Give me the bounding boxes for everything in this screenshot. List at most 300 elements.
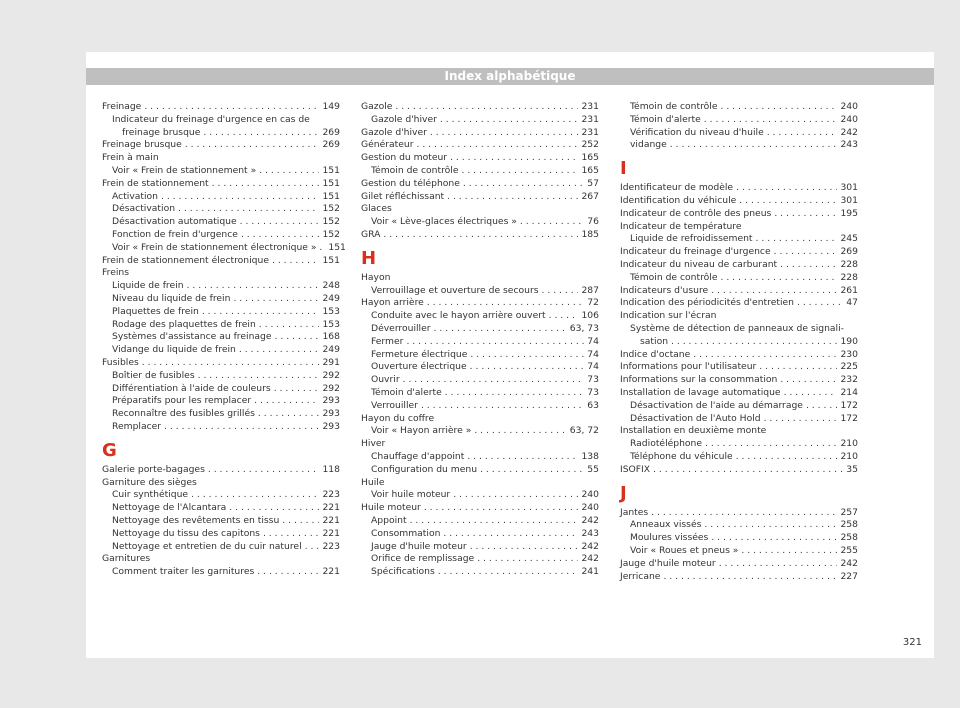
index-column-2 bbox=[361, 101, 599, 579]
index-entry bbox=[361, 229, 599, 242]
index-entry bbox=[620, 413, 858, 426]
index-entry-page: 221 bbox=[322, 566, 340, 578]
dot-leader bbox=[203, 127, 319, 140]
dot-leader bbox=[774, 246, 838, 259]
index-entry-page: 74 bbox=[587, 348, 599, 360]
index-entry-text: Témoin d'alerte bbox=[371, 386, 442, 398]
index-entry-text: Frein de stationnement électronique bbox=[102, 254, 269, 266]
index-entry-page: 243 bbox=[581, 527, 599, 539]
index-entry bbox=[361, 101, 599, 114]
dot-leader bbox=[144, 101, 319, 114]
index-entry-text: Freinage brusque bbox=[102, 139, 182, 151]
index-heading: Glaces bbox=[361, 203, 392, 215]
index-entry bbox=[361, 464, 599, 477]
index-entry bbox=[361, 566, 599, 579]
index-entry-page: 240 bbox=[581, 489, 599, 501]
dot-leader bbox=[275, 331, 320, 344]
index-entry-page: 138 bbox=[581, 450, 599, 462]
dot-leader bbox=[259, 165, 319, 178]
dot-leader bbox=[259, 319, 320, 332]
index-entry-text: Rodage des plaquettes de frein bbox=[112, 318, 256, 330]
index-entry-page: 172 bbox=[840, 412, 858, 424]
index-entry-text: Reconnaître des fusibles grillés bbox=[112, 408, 255, 420]
index-entry-page: 292 bbox=[322, 382, 340, 394]
dot-leader bbox=[383, 229, 578, 242]
index-entry-text: Hayon arrière bbox=[361, 297, 424, 309]
dot-leader bbox=[467, 451, 578, 464]
dot-leader bbox=[542, 285, 579, 298]
index-entry bbox=[620, 374, 858, 387]
index-entry bbox=[102, 331, 340, 344]
index-entry bbox=[620, 127, 858, 140]
index-entry bbox=[620, 558, 858, 571]
dot-leader bbox=[671, 336, 837, 349]
index-entry-text: Fonction de frein d'urgence bbox=[112, 228, 238, 240]
index-entry-page: 269 bbox=[322, 126, 340, 138]
index-entry bbox=[361, 425, 599, 438]
dot-leader bbox=[424, 502, 579, 515]
dot-leader bbox=[461, 165, 578, 178]
index-entry-text: Voir « Frein de stationnement électronique » . bbox=[112, 241, 323, 253]
dot-leader bbox=[395, 101, 578, 114]
index-entry-text: Huile moteur bbox=[361, 502, 421, 514]
index-entry-page: 221 bbox=[322, 502, 340, 514]
index-heading: Système de détection de panneaux de signali- bbox=[630, 322, 844, 334]
page-header-band bbox=[86, 68, 934, 85]
index-entry-text: Verrouillage et ouverture de secours bbox=[371, 284, 539, 296]
index-entry-page: 293 bbox=[322, 408, 340, 420]
index-entry-page: 210 bbox=[840, 438, 858, 450]
index-entry-text: Fusibles bbox=[102, 356, 139, 368]
dot-leader bbox=[711, 285, 837, 298]
index-entry-page: 73 bbox=[587, 386, 599, 398]
dot-leader bbox=[470, 349, 584, 362]
index-entry bbox=[102, 178, 340, 191]
index-entry-text: Gilet réfléchissant bbox=[361, 190, 445, 202]
index-entry-text: Témoin de contrôle bbox=[630, 101, 718, 112]
index-entry-page: 287 bbox=[581, 284, 599, 296]
index-heading: Indicateur de température bbox=[620, 220, 742, 232]
index-entry-text: Radiotéléphone bbox=[630, 438, 703, 450]
dot-leader bbox=[257, 566, 319, 579]
dot-leader bbox=[663, 571, 837, 584]
index-entry-page: 55 bbox=[587, 463, 599, 475]
index-section-letter: H bbox=[361, 247, 377, 269]
index-entry-page: 223 bbox=[322, 540, 340, 552]
index-entry bbox=[102, 370, 340, 383]
dot-leader bbox=[549, 310, 579, 323]
index-entry-page: 249 bbox=[322, 292, 340, 304]
index-entry-text: Systèmes d'assistance au freinage bbox=[112, 331, 272, 343]
dot-leader bbox=[417, 139, 579, 152]
dot-leader bbox=[258, 408, 320, 421]
index-entry bbox=[102, 139, 340, 152]
index-section-letter: G bbox=[102, 439, 117, 461]
index-entry bbox=[102, 344, 340, 357]
index-entry-text: Chauffage d'appoint bbox=[371, 450, 465, 462]
page-number: 321 bbox=[902, 637, 922, 648]
dot-leader bbox=[447, 191, 578, 204]
dot-leader bbox=[764, 413, 838, 426]
index-entry-text: Gazole d'hiver bbox=[361, 126, 427, 138]
index-entry-page: 293 bbox=[322, 395, 340, 407]
index-entry-text: Désactivation bbox=[112, 203, 176, 215]
dot-leader bbox=[741, 545, 837, 558]
dot-leader bbox=[736, 182, 837, 195]
dot-leader bbox=[438, 566, 579, 579]
dot-leader bbox=[463, 178, 584, 191]
dot-leader bbox=[719, 558, 838, 571]
index-entry-text: Vidange du liquide de frein bbox=[112, 344, 236, 356]
index-entry bbox=[361, 165, 599, 178]
index-entry-page: 73 bbox=[587, 374, 599, 386]
index-entry-text: Verrouiller bbox=[371, 399, 418, 411]
index-entry-page: 165 bbox=[581, 152, 599, 164]
index-entry bbox=[102, 241, 346, 255]
index-section-letter: J bbox=[620, 482, 627, 504]
dot-leader bbox=[191, 489, 319, 502]
index-entry-page: 257 bbox=[840, 506, 858, 518]
index-entry-page: 168 bbox=[322, 331, 340, 343]
dot-leader bbox=[756, 233, 838, 246]
index-entry bbox=[361, 216, 599, 229]
index-entry bbox=[361, 553, 599, 566]
index-entry-page: 195 bbox=[840, 207, 858, 219]
index-entry-page: 151 bbox=[322, 177, 340, 189]
index-entry-page: 242 bbox=[581, 553, 599, 565]
dot-leader bbox=[239, 344, 320, 357]
index-entry-page: 57 bbox=[587, 177, 599, 189]
index-entry-text: Désactivation de l'Auto Hold bbox=[630, 412, 761, 424]
index-entry-text: Désactivation automatique bbox=[112, 216, 237, 228]
index-entry bbox=[361, 323, 599, 336]
index-entry-page: 223 bbox=[322, 489, 340, 501]
dot-leader bbox=[187, 280, 320, 293]
index-entry-page: 152 bbox=[322, 228, 340, 240]
index-heading: Indication sur l'écran bbox=[620, 310, 717, 322]
dot-leader bbox=[711, 532, 837, 545]
index-entry-text: sation bbox=[640, 335, 669, 347]
dot-leader bbox=[229, 502, 319, 515]
index-entry-text: Voir « Roues et pneus » bbox=[630, 544, 739, 556]
index-heading: Frein à main bbox=[102, 152, 159, 164]
index-entry-page: 293 bbox=[322, 420, 340, 432]
dot-leader bbox=[720, 101, 837, 114]
index-entry bbox=[620, 545, 858, 558]
dot-leader bbox=[421, 400, 584, 413]
index-entry bbox=[361, 139, 599, 152]
index-entry bbox=[361, 489, 599, 502]
index-entry-text: Fermer bbox=[371, 335, 404, 347]
index-column-3 bbox=[620, 101, 858, 583]
index-entry bbox=[361, 114, 599, 127]
dot-leader bbox=[198, 370, 320, 383]
index-entry bbox=[361, 178, 599, 191]
index-entry-page: 221 bbox=[322, 527, 340, 539]
dot-leader bbox=[470, 541, 579, 554]
index-entry bbox=[102, 280, 340, 293]
index-entry-page: 151 bbox=[328, 241, 346, 253]
index-entry-text: Informations pour l'utilisateur bbox=[620, 361, 757, 373]
dot-leader bbox=[440, 114, 579, 127]
dot-leader bbox=[185, 139, 320, 152]
index-entry bbox=[102, 383, 340, 396]
index-entry-page: 165 bbox=[581, 164, 599, 176]
index-entry-text: vidange bbox=[630, 139, 667, 151]
index-entry bbox=[620, 285, 858, 298]
dot-leader bbox=[263, 528, 319, 541]
dot-leader bbox=[774, 208, 837, 221]
index-entry-page: 252 bbox=[581, 139, 599, 151]
index-entry bbox=[361, 349, 599, 362]
index-entry bbox=[102, 515, 340, 528]
dot-leader bbox=[736, 451, 838, 464]
index-entry bbox=[620, 195, 858, 208]
index-entry-text: Informations sur la consommation bbox=[620, 374, 778, 386]
index-entry-text: Voir « Hayon arrière » bbox=[371, 425, 472, 437]
index-entry-page: 301 bbox=[840, 194, 858, 206]
index-entry bbox=[620, 438, 858, 451]
index-entry-text: Gestion du moteur bbox=[361, 152, 448, 164]
index-entry bbox=[361, 310, 599, 323]
index-entry bbox=[102, 502, 340, 515]
index-entry-page: 242 bbox=[581, 540, 599, 552]
index-entry bbox=[620, 361, 858, 374]
index-entry bbox=[620, 387, 858, 400]
index-entry-text: Indicateur du niveau de carburant bbox=[620, 258, 778, 270]
dot-leader bbox=[739, 195, 837, 208]
index-entry-text: Indice d'octane bbox=[620, 348, 691, 360]
index-entry bbox=[102, 165, 340, 178]
index-entry bbox=[361, 515, 599, 528]
dot-leader bbox=[704, 114, 838, 127]
index-entry-page: 151 bbox=[322, 164, 340, 176]
dot-leader bbox=[797, 297, 843, 310]
index-entry-text: Identificateur de modèle bbox=[620, 182, 734, 194]
index-entry bbox=[620, 182, 858, 195]
dot-leader bbox=[443, 528, 578, 541]
index-entry bbox=[620, 208, 858, 221]
index-entry bbox=[620, 532, 858, 545]
index-entry-page: 227 bbox=[840, 570, 858, 582]
index-entry bbox=[620, 114, 858, 127]
index-entry-text: Différentiation à l'aide de couleurs bbox=[112, 382, 271, 394]
dot-leader bbox=[480, 464, 584, 477]
index-entry-page: 63 bbox=[587, 399, 599, 411]
index-entry bbox=[620, 336, 858, 349]
index-entry bbox=[620, 259, 858, 272]
index-entry-page: 72 bbox=[587, 297, 599, 309]
index-entry-text: Identification du véhicule bbox=[620, 194, 737, 206]
index-entry-text: Nettoyage et entretien de du cuir naturel bbox=[112, 540, 302, 552]
index-entry-text: Désactivation de l'aide au démarrage bbox=[630, 399, 803, 411]
index-entry-text: Conduite avec le hayon arrière ouvert bbox=[371, 310, 546, 322]
index-entry-text: Vérification du niveau d'huile bbox=[630, 126, 764, 138]
index-entry bbox=[102, 395, 340, 408]
index-entry-text: Remplacer bbox=[112, 420, 162, 432]
index-entry-text: Niveau du liquide de frein bbox=[112, 292, 231, 304]
dot-leader bbox=[693, 349, 837, 362]
index-entry-page: 225 bbox=[840, 361, 858, 373]
index-entry-page: 231 bbox=[581, 113, 599, 125]
index-entry-page: 118 bbox=[322, 463, 340, 475]
index-entry-page: 261 bbox=[840, 284, 858, 296]
index-entry-text: Indicateur du freinage d'urgence bbox=[620, 246, 771, 258]
dot-leader bbox=[178, 203, 319, 216]
dot-leader bbox=[274, 383, 320, 396]
dot-leader bbox=[142, 357, 320, 370]
index-entry bbox=[361, 387, 599, 400]
index-entry-page: 152 bbox=[322, 203, 340, 215]
index-entry-page: 153 bbox=[322, 305, 340, 317]
index-entry-text: Installation de lavage automatique bbox=[620, 386, 781, 398]
index-entry bbox=[361, 528, 599, 541]
index-entry bbox=[102, 357, 340, 370]
index-heading: Garniture des sièges bbox=[102, 476, 197, 488]
index-entry bbox=[102, 216, 340, 229]
dot-leader bbox=[474, 425, 566, 438]
index-entry-text: Indicateurs d'usure bbox=[620, 284, 709, 296]
index-entry-text: Témoin de contrôle bbox=[630, 271, 718, 283]
dot-leader bbox=[767, 127, 838, 140]
index-entry bbox=[361, 374, 599, 387]
dot-leader bbox=[410, 515, 579, 528]
index-entry-page: 214 bbox=[840, 386, 858, 398]
index-entry-text: Plaquettes de frein bbox=[112, 305, 199, 317]
index-entry-page: 74 bbox=[587, 335, 599, 347]
dot-leader bbox=[450, 152, 578, 165]
index-entry-text: Jantes bbox=[620, 506, 649, 518]
index-entry-page: 228 bbox=[840, 271, 858, 283]
index-entry-page: 35 bbox=[846, 463, 858, 475]
index-entry-text: GRA bbox=[361, 228, 381, 240]
index-entry-text: Voir huile moteur bbox=[371, 489, 451, 501]
dot-leader bbox=[208, 464, 320, 477]
index-entry bbox=[620, 246, 858, 259]
index-entry bbox=[361, 502, 599, 515]
dot-leader bbox=[705, 438, 837, 451]
index-entry-page: 76 bbox=[587, 216, 599, 228]
index-heading: Garnitures bbox=[102, 553, 151, 565]
index-entry-text: Liquide de frein bbox=[112, 280, 184, 292]
index-entry-page: 172 bbox=[840, 399, 858, 411]
index-entry bbox=[102, 101, 340, 114]
index-entry bbox=[620, 101, 858, 114]
index-entry-text: Cuir synthétique bbox=[112, 489, 189, 501]
index-entry-text: Configuration du menu bbox=[371, 463, 478, 475]
index-entry-page: 258 bbox=[840, 532, 858, 544]
index-entry-text: Ouvrir bbox=[371, 374, 400, 386]
index-entry-page: 221 bbox=[322, 514, 340, 526]
index-entry-text: Anneaux vissés bbox=[630, 519, 702, 531]
index-entry-page: 232 bbox=[840, 374, 858, 386]
index-entry-text: Voir « Frein de stationnement » bbox=[112, 164, 257, 176]
dot-leader bbox=[470, 361, 585, 374]
index-entry bbox=[361, 152, 599, 165]
index-entry-page: 269 bbox=[322, 139, 340, 151]
index-entry bbox=[361, 361, 599, 374]
index-entry-page: 210 bbox=[840, 450, 858, 462]
index-heading: Hiver bbox=[361, 438, 386, 450]
index-entry-page: 269 bbox=[840, 246, 858, 258]
index-entry-text: Générateur bbox=[361, 139, 414, 151]
index-entry-text: Appoint bbox=[371, 514, 407, 526]
index-entry bbox=[102, 421, 340, 434]
index-entry-text: Activation bbox=[112, 190, 158, 202]
dot-leader bbox=[233, 293, 319, 306]
index-heading: Hayon du coffre bbox=[361, 412, 435, 424]
dot-leader bbox=[653, 464, 843, 477]
dot-leader bbox=[670, 139, 838, 152]
index-entry bbox=[361, 400, 599, 413]
index-entry bbox=[102, 541, 340, 554]
index-entry-page: 231 bbox=[581, 126, 599, 138]
index-entry-page: 240 bbox=[840, 113, 858, 125]
index-entry-text: Nettoyage des revêtements en tissu bbox=[112, 514, 280, 526]
index-entry-page: 245 bbox=[840, 233, 858, 245]
index-entry-page: 255 bbox=[840, 544, 858, 556]
index-entry-page: 240 bbox=[581, 502, 599, 514]
index-entry bbox=[361, 451, 599, 464]
index-entry bbox=[361, 336, 599, 349]
index-entry-text: Voir « Lève-glaces électriques » bbox=[371, 216, 517, 228]
index-entry-page: 292 bbox=[322, 369, 340, 381]
index-entry bbox=[361, 127, 599, 140]
index-entry bbox=[102, 229, 340, 242]
index-entry-page: 190 bbox=[840, 335, 858, 347]
index-column-1 bbox=[102, 101, 346, 579]
index-entry bbox=[102, 293, 340, 306]
index-entry-text: Freinage bbox=[102, 101, 142, 112]
index-entry-page: 149 bbox=[322, 101, 340, 112]
dot-leader bbox=[780, 374, 837, 387]
dot-leader bbox=[759, 361, 837, 374]
index-entry-text: Préparatifs pour les remplacer bbox=[112, 395, 252, 407]
index-entry-page: 242 bbox=[840, 557, 858, 569]
dot-leader bbox=[430, 127, 579, 140]
index-entry bbox=[361, 297, 599, 310]
index-entry bbox=[102, 566, 340, 579]
index-entry-page: 240 bbox=[840, 101, 858, 112]
index-entry-page: 243 bbox=[840, 139, 858, 151]
index-entry-text: Gazole bbox=[361, 101, 393, 112]
index-entry-text: freinage brusque bbox=[122, 126, 201, 138]
index-entry-page: 291 bbox=[322, 356, 340, 368]
index-entry-text: Galerie porte-bagages bbox=[102, 463, 205, 475]
index-entry-page: 63, 73 bbox=[569, 322, 599, 334]
dot-leader bbox=[720, 272, 837, 285]
dot-leader bbox=[240, 216, 320, 229]
index-entry-text: Boîtier de fusibles bbox=[112, 369, 195, 381]
index-entry bbox=[102, 203, 340, 216]
index-entry bbox=[620, 400, 858, 413]
index-entry bbox=[102, 319, 340, 332]
index-entry-text: Jauge d'huile moteur bbox=[620, 557, 716, 569]
index-entry bbox=[620, 297, 858, 310]
dot-leader bbox=[784, 387, 838, 400]
dot-leader bbox=[780, 259, 837, 272]
index-entry-page: 185 bbox=[581, 228, 599, 240]
index-entry-page: 242 bbox=[581, 514, 599, 526]
index-entry bbox=[620, 139, 858, 152]
dot-leader bbox=[445, 387, 585, 400]
dot-leader bbox=[453, 489, 578, 502]
index-entry-text: Nettoyage de l'Alcantara bbox=[112, 502, 227, 514]
index-entry-text: Consommation bbox=[371, 527, 441, 539]
index-entry-text: Frein de stationnement bbox=[102, 177, 209, 189]
index-entry-text: Gazole d'hiver bbox=[371, 113, 437, 125]
index-entry bbox=[361, 191, 599, 204]
